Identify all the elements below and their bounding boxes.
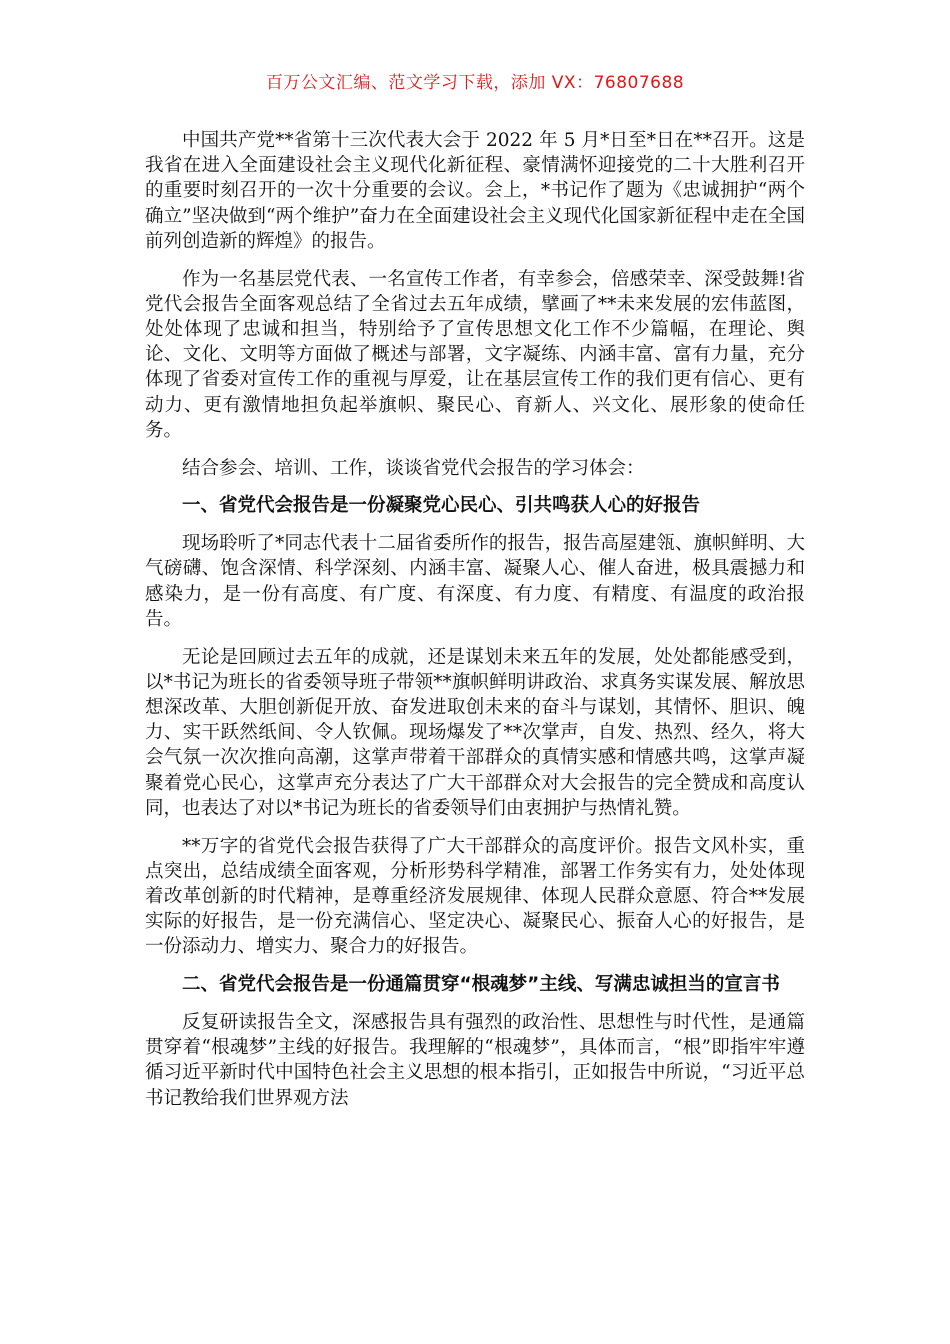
paragraph-6: **万字的省党代会报告获得了广大干部群众的高度评价。报告文风朴实，重点突出，总结成绩全面客观，分析形势科学精准，部署工作务实有力，处处体现着改革创新的时代精神，是尊重经济发展规律、体现人民群众意愿、符合**发展实际的好报告，是一份充满信心、坚定决心、凝聚民心、振奋人心的好报告，是一份添动力、增实力、聚合力的好报告。 [145,835,805,958]
paragraph-7: 反复研读报告全文，深感报告具有强烈的政治性、思想性与时代性，是通篇贯穿着“根魂梦”主线的好报告。我理解的“根魂梦”，具体而言，“根”即指牢牢遵循习近平新时代中国特色社会主义思想的根本指引，正如报告中所说，“习近平总书记教给我们世界观方法 [145,1012,805,1109]
section-heading-1: 一、省党代会报告是一份凝聚党心民心、引共鸣获人心的好报告 [182,495,701,517]
paragraph-3: 结合参会、培训、工作，谈谈省党代会报告的学习体会： [182,457,645,479]
paragraph-4: 现场聆听了*同志代表十二届省委所作的报告，报告高屋建瓴、旗帜鲜明、大气磅礴、饱含深情、科学深刻、内涵丰富、凝聚人心、催人奋进，极具震撼力和感染力，是一份有高度、有广度、有深度、有力度、有精度、有温度的政治报告。 [145,533,805,630]
paragraph-5: 无论是回顾过去五年的成就，还是谋划未来五年的发展，处处都能感受到，以*书记为班长的省委领导班子带领**旗帜鲜明讲政治、求真务实谋发展、解放思想深改革、大胆创新促开放、奋发进取创未来的奋斗与谋划，其情怀、胆识、魄力、实干跃然纸间、令人钦佩。现场爆发了**次掌声，自发、热烈、经久，将大会气氛一次次推向高潮，这掌声带着干部群众的真情实感和情感共鸣，这掌声凝聚着党心民心，这掌声充分表达了广大干部群众对大会报告的完全赞成和高度认同，也表达了对以*书记为班长的省委领导们由衷拥护与热情礼赞。 [145,646,805,819]
section-heading-2: 二、省党代会报告是一份通篇贯穿“根魂梦”主线、写满忠诚担当的宣言书 [182,974,780,996]
document-body [145,128,805,1123]
paragraph-2: 作为一名基层党代表、一名宣传工作者，有幸参会，倍感荣幸、深受鼓舞!省党代会报告全面客观总结了全省过去五年成绩，擘画了**未来发展的宏伟蓝图，处处体现了忠诚和担当，特别给予了宣传思想文化工作不少篇幅，在理论、舆论、文化、文明等方面做了概述与部署，文字凝练、内涵丰富、富有力量，充分体现了省委对宣传工作的重视与厚爱，让在基层宣传工作的我们更有信心、更有动力、更有激情地担负起举旗帜、聚民心、育新人、兴文化、展形象的使命任务。 [145,268,805,441]
paragraph-1: 中国共产党**省第十三次代表大会于 2022 年 5 月*日至*日在**召开。这是我省在进入全面建设社会主义现代化新征程、豪情满怀迎接党的二十大胜利召开的重要时刻召开的一次十分重要的会议。会上，*书记作了题为《忠诚拥护“两个确立”坚决做到“两个维护”奋力在全面建设社会主义现代化国家新征程中走在全国前列创造新的辉煌》的报告。 [145,130,805,252]
header-banner: 百万公文汇编、范文学习下载，添加 VX：76807688 [265,73,685,93]
